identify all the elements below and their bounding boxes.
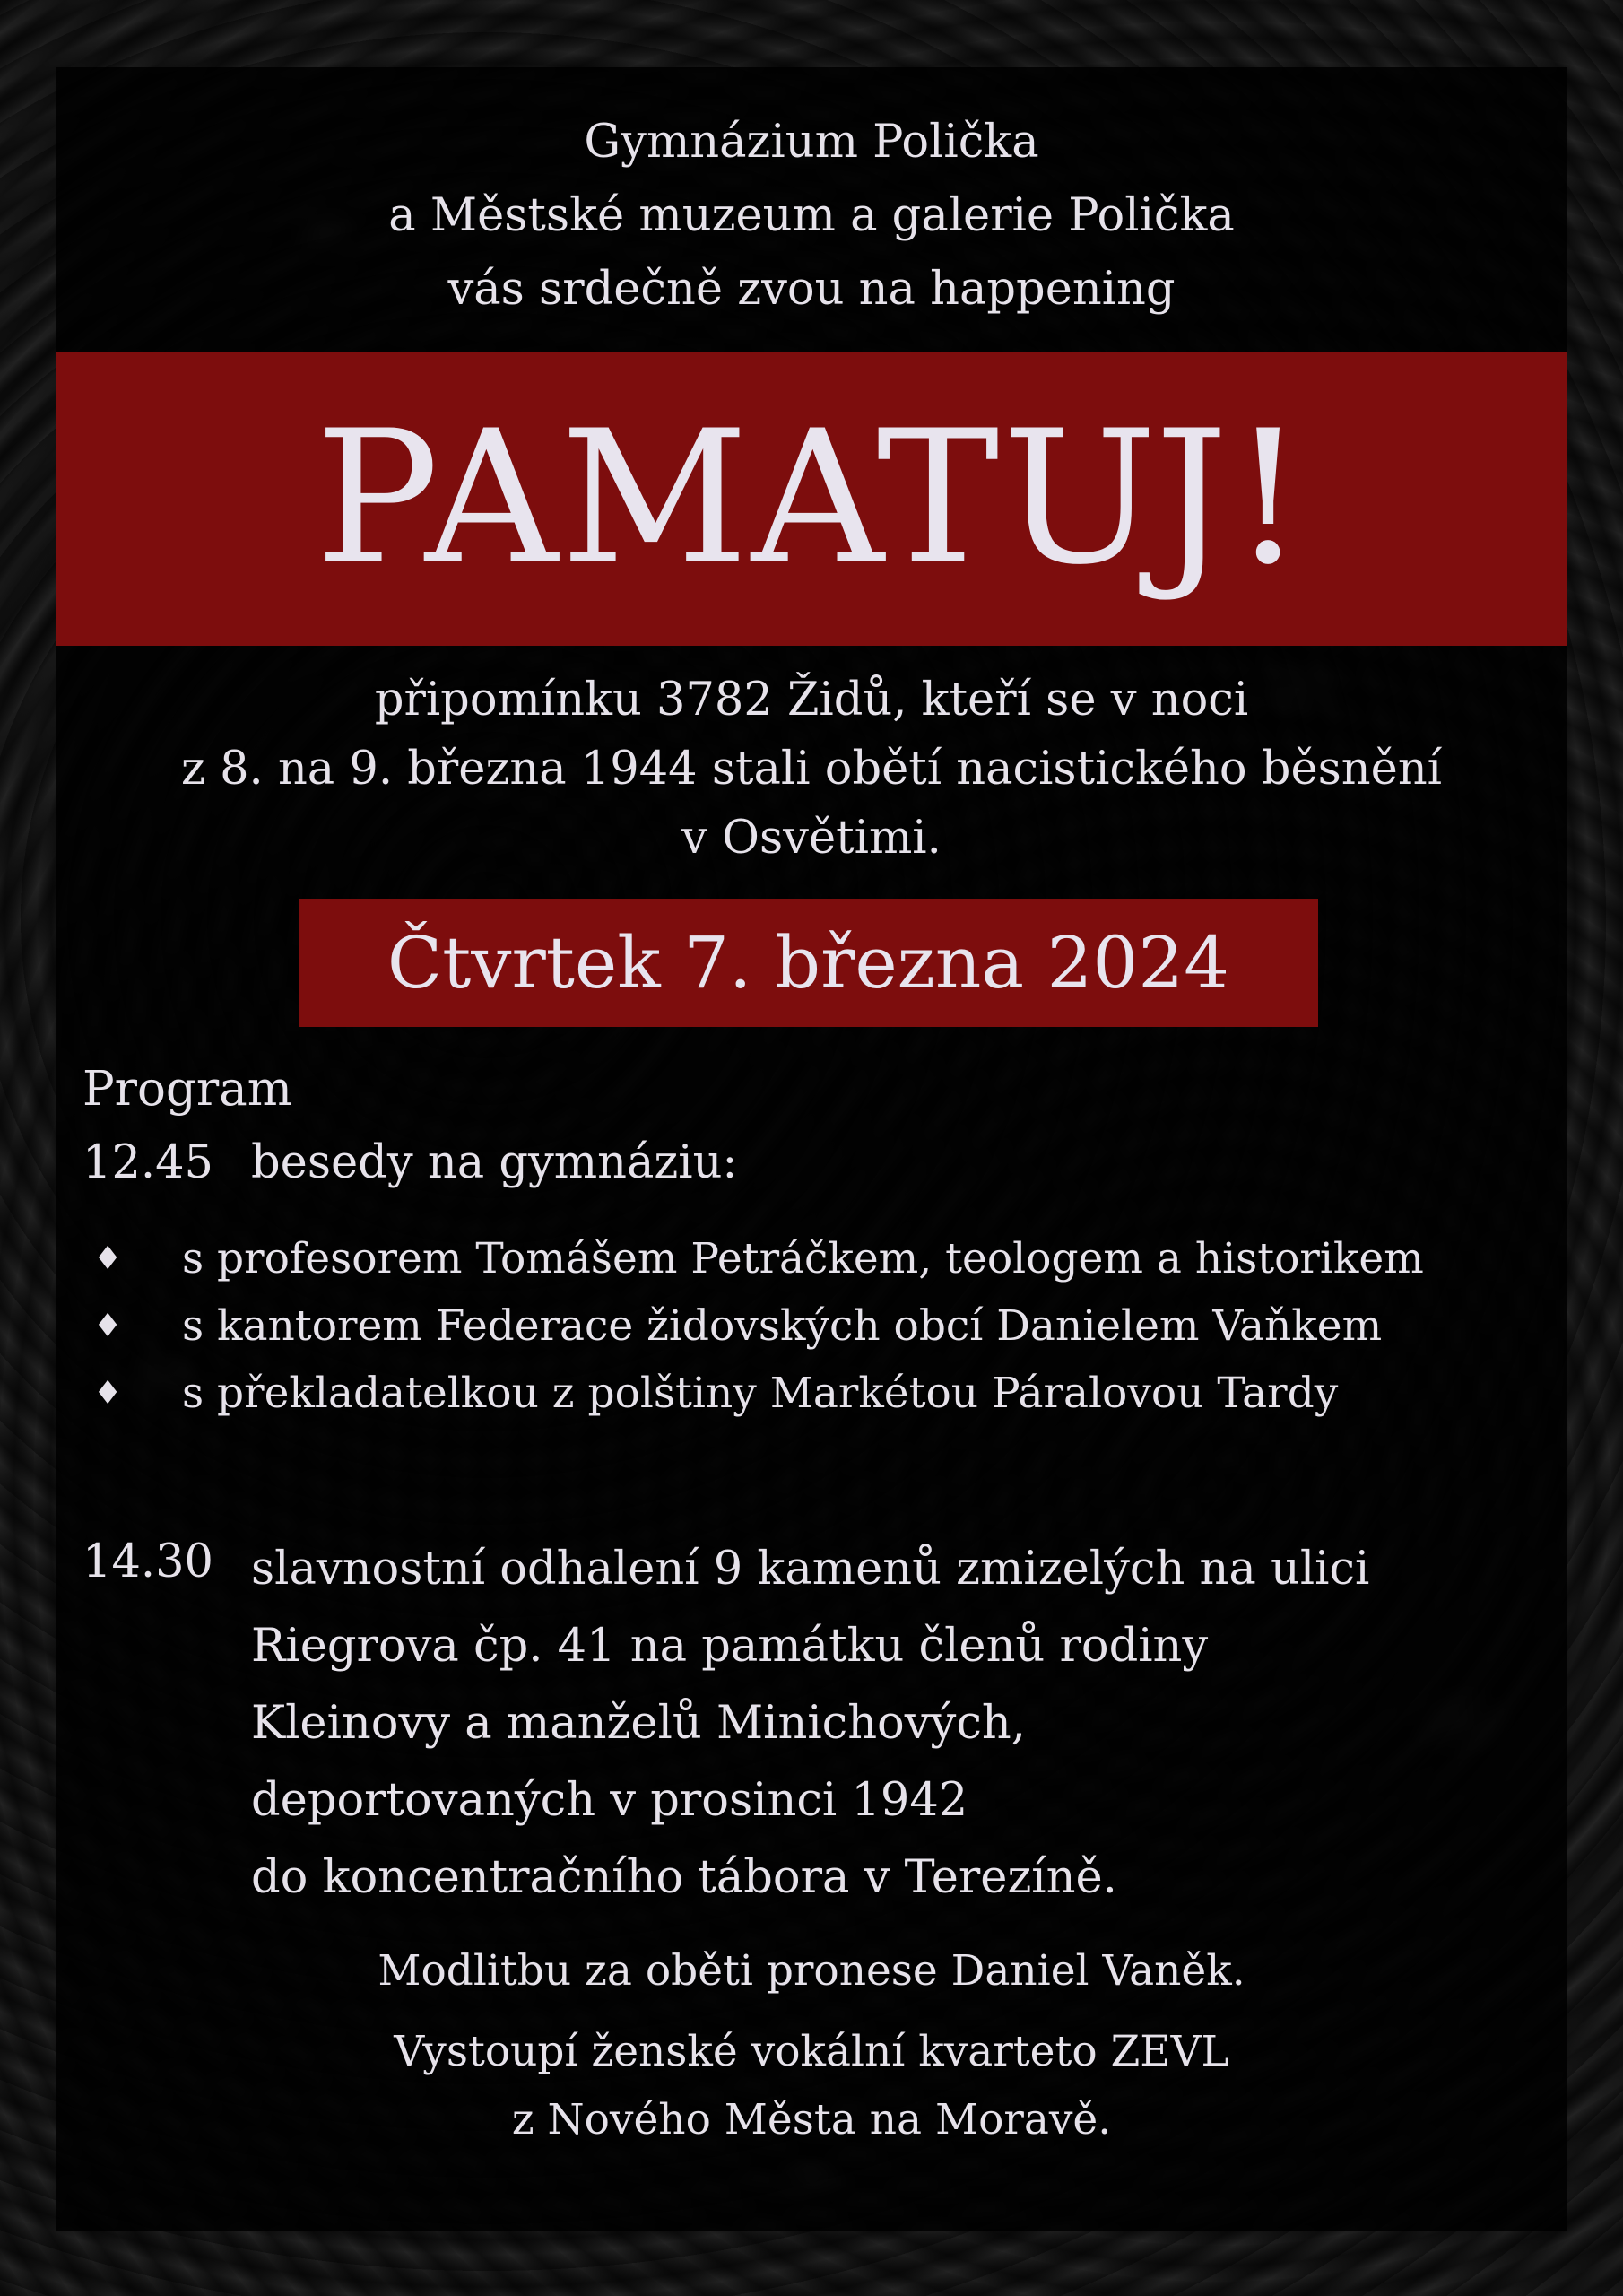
page-title: PAMATUJ! (315, 392, 1308, 605)
second-description (251, 1531, 1369, 1917)
diamond-bullet-icon: ♦ (93, 1375, 123, 1412)
diamond-bullet-icon: ♦ (93, 1240, 123, 1277)
first-time: 12.45 (82, 1136, 214, 1189)
closing-line-2: Vystoupí ženské vokální kvarteto ZEVL (394, 2027, 1229, 2076)
memorial-line-2: z 8. na 9. března 1944 stali obětí nacistického běsnění (181, 743, 1442, 796)
second-line-3: Kleinovy a manželů Minichových, (251, 1697, 1026, 1750)
memorial-block (0, 665, 1623, 873)
intro-line-2: a Městské muzeum a galerie Polička (388, 189, 1235, 242)
intro-line-3: vás srdečně zvou na happening (447, 263, 1176, 316)
second-line-1: slavnostní odhalení 9 kamenů zmizelých na ulici (251, 1543, 1370, 1596)
first-title: besedy na gymnáziu: (251, 1136, 738, 1189)
intro-block (0, 106, 1623, 326)
intro-line-1: Gymnázium Polička (584, 116, 1039, 169)
second-line-2: Riegrova čp. 41 na památku členů rodiny (251, 1620, 1209, 1673)
program-heading: Program (82, 1062, 293, 1117)
memorial-line-3: v Osvětimi. (681, 812, 942, 865)
event-date: Čtvrtek 7. března 2024 (386, 921, 1230, 1004)
closing-line-1: Modlitbu za oběti pronese Daniel Vaněk. (378, 1946, 1245, 1996)
memorial-line-1: připomínku 3782 Židů, kteří se v noci (374, 674, 1249, 726)
list-item-text: s překladatelkou z polštiny Markétou Páralovou Tardy (182, 1369, 1339, 1418)
diamond-bullet-icon: ♦ (93, 1308, 123, 1344)
closing-line-3: z Nového Města na Moravě. (511, 2095, 1112, 2144)
list-item-text: s profesorem Tomášem Petráčkem, teologem a historikem (182, 1234, 1424, 1283)
second-line-4: deportovaných v prosinci 1942 (251, 1774, 968, 1827)
list-item-text: s kantorem Federace židovských obcí Danielem Vaňkem (182, 1301, 1383, 1351)
second-time: 14.30 (82, 1535, 214, 1588)
second-line-5: do koncentračního tábora v Terezíně. (251, 1851, 1117, 1904)
